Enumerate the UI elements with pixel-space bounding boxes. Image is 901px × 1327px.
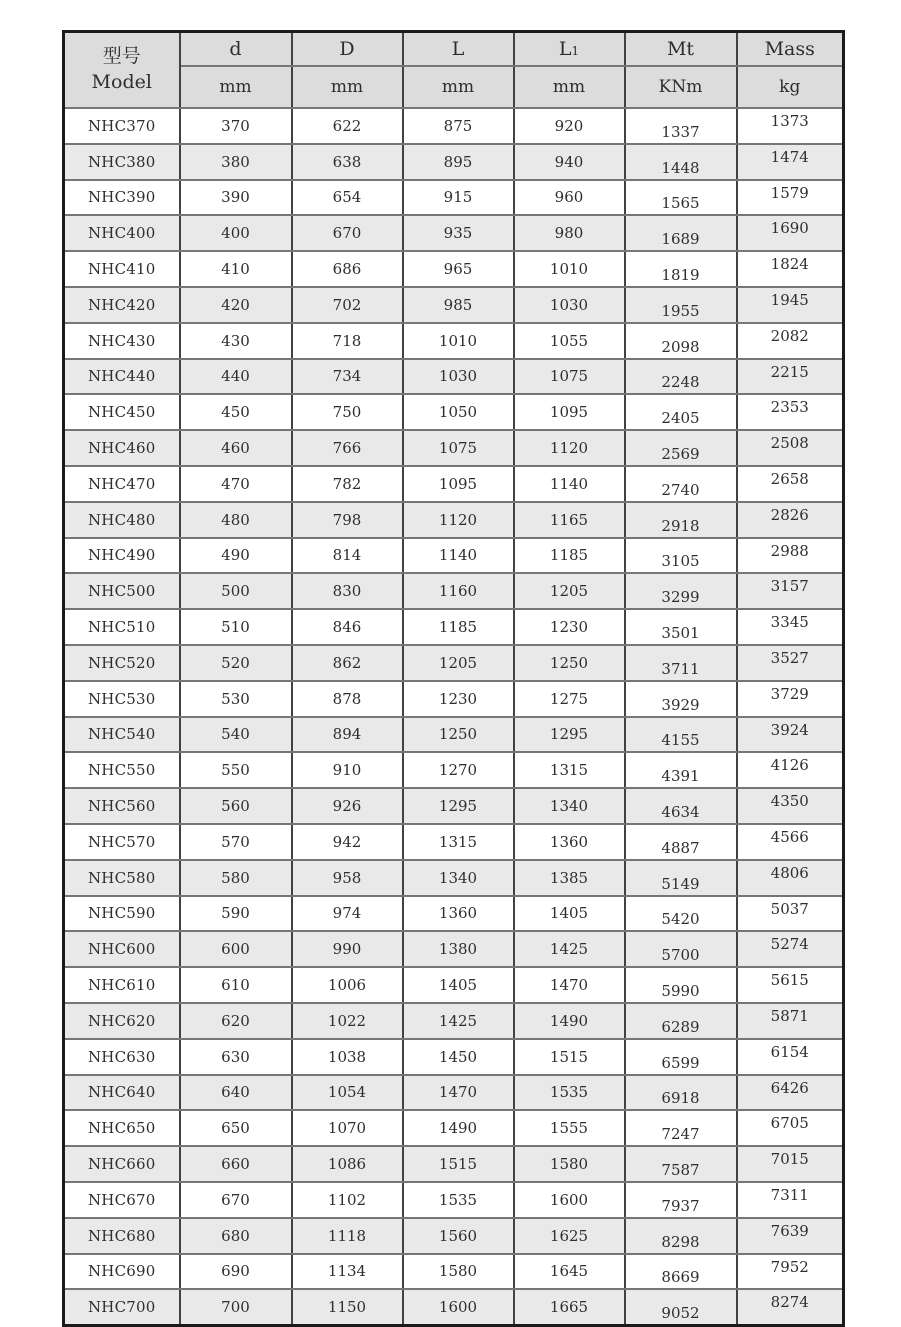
L-cell: 1490: [403, 1110, 514, 1146]
L1-cell: 1555: [514, 1110, 625, 1146]
model-cell: NHC650: [64, 1110, 180, 1146]
column-header-0: d: [180, 32, 292, 67]
model-cell: NHC460: [64, 430, 180, 466]
L1-cell: 1600: [514, 1182, 625, 1218]
mt-cell: 2918: [625, 502, 737, 538]
D-cell: 1022: [292, 1003, 403, 1039]
table-row: [64, 1146, 844, 1182]
d-cell: 510: [180, 609, 292, 645]
column-header-3: L1: [514, 32, 625, 67]
mass-cell: 3527: [737, 645, 844, 681]
table-row: [64, 1110, 844, 1146]
L-cell: 915: [403, 180, 514, 216]
d-cell: 580: [180, 860, 292, 896]
d-cell: 400: [180, 215, 292, 251]
mt-cell: 6918: [625, 1075, 737, 1111]
mass-cell: 2082: [737, 323, 844, 359]
model-cell: NHC540: [64, 717, 180, 753]
L-cell: 875: [403, 108, 514, 144]
mass-cell: 1690: [737, 215, 844, 251]
L-cell: 965: [403, 251, 514, 287]
L1-cell: 1625: [514, 1218, 625, 1254]
D-cell: 942: [292, 824, 403, 860]
d-cell: 420: [180, 287, 292, 323]
d-cell: 610: [180, 967, 292, 1003]
L1-cell: 1230: [514, 609, 625, 645]
mt-cell: 1819: [625, 251, 737, 287]
d-cell: 560: [180, 788, 292, 824]
column-header-5: Mass: [737, 32, 844, 67]
d-cell: 550: [180, 752, 292, 788]
D-cell: 750: [292, 394, 403, 430]
L1-cell: 1360: [514, 824, 625, 860]
d-cell: 690: [180, 1254, 292, 1290]
d-cell: 430: [180, 323, 292, 359]
L-cell: 1470: [403, 1075, 514, 1111]
D-cell: 1118: [292, 1218, 403, 1254]
D-cell: 1102: [292, 1182, 403, 1218]
D-cell: 846: [292, 609, 403, 645]
table-row: [64, 1218, 844, 1254]
L-cell: 1075: [403, 430, 514, 466]
L-cell: 1535: [403, 1182, 514, 1218]
L-cell: 1425: [403, 1003, 514, 1039]
mt-cell: 5420: [625, 896, 737, 932]
d-cell: 450: [180, 394, 292, 430]
D-cell: 670: [292, 215, 403, 251]
table-row: [64, 359, 844, 395]
d-cell: 500: [180, 573, 292, 609]
mt-cell: 4391: [625, 752, 737, 788]
D-cell: 1038: [292, 1039, 403, 1075]
L-cell: 1160: [403, 573, 514, 609]
table-row: [64, 752, 844, 788]
mt-cell: 4634: [625, 788, 737, 824]
mass-cell: 5274: [737, 931, 844, 967]
table-row: [64, 788, 844, 824]
L-cell: 1230: [403, 681, 514, 717]
model-cell: NHC440: [64, 359, 180, 395]
mass-cell: 8274: [737, 1289, 844, 1325]
L1-cell: 980: [514, 215, 625, 251]
model-cell: NHC620: [64, 1003, 180, 1039]
D-cell: 1134: [292, 1254, 403, 1290]
D-cell: 926: [292, 788, 403, 824]
table-row: [64, 144, 844, 180]
d-cell: 620: [180, 1003, 292, 1039]
d-cell: 490: [180, 538, 292, 574]
L1-cell: 1250: [514, 645, 625, 681]
mt-cell: 2405: [625, 394, 737, 430]
L1-cell: 1665: [514, 1289, 625, 1325]
D-cell: 766: [292, 430, 403, 466]
model-cell: NHC510: [64, 609, 180, 645]
L-cell: 935: [403, 215, 514, 251]
table-row: [64, 538, 844, 574]
mass-cell: 6154: [737, 1039, 844, 1075]
model-cell: NHC560: [64, 788, 180, 824]
table-row: [64, 1254, 844, 1290]
L1-cell: 1275: [514, 681, 625, 717]
spec-table: [62, 30, 845, 1327]
model-cell: NHC490: [64, 538, 180, 574]
d-cell: 380: [180, 144, 292, 180]
mass-cell: 5871: [737, 1003, 844, 1039]
mt-cell: 9052: [625, 1289, 737, 1325]
L1-cell: 1295: [514, 717, 625, 753]
L1-cell: 1120: [514, 430, 625, 466]
D-cell: 734: [292, 359, 403, 395]
L1-cell: 1470: [514, 967, 625, 1003]
mass-cell: 2988: [737, 538, 844, 574]
mass-cell: 4126: [737, 752, 844, 788]
mass-cell: 3924: [737, 717, 844, 753]
d-cell: 590: [180, 896, 292, 932]
model-cell: NHC630: [64, 1039, 180, 1075]
table-row: [64, 108, 844, 144]
d-cell: 640: [180, 1075, 292, 1111]
model-cell: NHC660: [64, 1146, 180, 1182]
D-cell: 990: [292, 931, 403, 967]
L-cell: 1095: [403, 466, 514, 502]
mass-cell: 2215: [737, 359, 844, 395]
L1-cell: 1055: [514, 323, 625, 359]
model-cell: NHC410: [64, 251, 180, 287]
mt-cell: 7587: [625, 1146, 737, 1182]
d-cell: 410: [180, 251, 292, 287]
table-row: [64, 717, 844, 753]
L1-cell: 1165: [514, 502, 625, 538]
L1-cell: 1095: [514, 394, 625, 430]
d-cell: 470: [180, 466, 292, 502]
D-cell: 1006: [292, 967, 403, 1003]
d-cell: 480: [180, 502, 292, 538]
D-cell: 782: [292, 466, 403, 502]
L1-cell: 1140: [514, 466, 625, 502]
D-cell: 830: [292, 573, 403, 609]
mt-cell: 2248: [625, 359, 737, 395]
D-cell: 654: [292, 180, 403, 216]
table-row: [64, 1182, 844, 1218]
mt-cell: 7937: [625, 1182, 737, 1218]
model-cell: NHC610: [64, 967, 180, 1003]
L-cell: 1010: [403, 323, 514, 359]
D-cell: 638: [292, 144, 403, 180]
column-unit-4: KNm: [625, 66, 737, 108]
L1-cell: 1185: [514, 538, 625, 574]
D-cell: 814: [292, 538, 403, 574]
model-cell: NHC530: [64, 681, 180, 717]
column-unit-5: kg: [737, 66, 844, 108]
L-cell: 1295: [403, 788, 514, 824]
d-cell: 650: [180, 1110, 292, 1146]
d-cell: 680: [180, 1218, 292, 1254]
table-row: [64, 681, 844, 717]
L-cell: 1050: [403, 394, 514, 430]
L1-cell: 1645: [514, 1254, 625, 1290]
column-unit-1: mm: [292, 66, 403, 108]
column-header-2: L: [403, 32, 514, 67]
mt-cell: 3929: [625, 681, 737, 717]
d-cell: 700: [180, 1289, 292, 1325]
mt-cell: 3501: [625, 609, 737, 645]
L-cell: 1185: [403, 609, 514, 645]
column-unit-0: mm: [180, 66, 292, 108]
L1-cell: 1405: [514, 896, 625, 932]
D-cell: 1150: [292, 1289, 403, 1325]
mt-cell: 1565: [625, 180, 737, 216]
table-row: [64, 824, 844, 860]
D-cell: 958: [292, 860, 403, 896]
mt-cell: 1955: [625, 287, 737, 323]
mass-cell: 4806: [737, 860, 844, 896]
table-row: [64, 466, 844, 502]
model-cell: NHC550: [64, 752, 180, 788]
L-cell: 1405: [403, 967, 514, 1003]
mass-cell: 3157: [737, 573, 844, 609]
table-row: [64, 967, 844, 1003]
d-cell: 370: [180, 108, 292, 144]
L-cell: 1030: [403, 359, 514, 395]
model-cell: NHC400: [64, 215, 180, 251]
d-cell: 600: [180, 931, 292, 967]
table-row: [64, 645, 844, 681]
mt-cell: 1689: [625, 215, 737, 251]
L-cell: 1140: [403, 538, 514, 574]
model-cell: NHC690: [64, 1254, 180, 1290]
L-cell: 1250: [403, 717, 514, 753]
mt-cell: 2098: [625, 323, 737, 359]
table-row: [64, 609, 844, 645]
d-cell: 660: [180, 1146, 292, 1182]
L-cell: 1600: [403, 1289, 514, 1325]
D-cell: 1086: [292, 1146, 403, 1182]
model-cell: NHC570: [64, 824, 180, 860]
table-row: [64, 430, 844, 466]
L-cell: 1315: [403, 824, 514, 860]
L1-cell: 920: [514, 108, 625, 144]
L-cell: 1360: [403, 896, 514, 932]
L-cell: 1270: [403, 752, 514, 788]
model-cell: NHC500: [64, 573, 180, 609]
D-cell: 910: [292, 752, 403, 788]
d-cell: 540: [180, 717, 292, 753]
table-row: [64, 1075, 844, 1111]
d-cell: 630: [180, 1039, 292, 1075]
d-cell: 530: [180, 681, 292, 717]
mass-cell: 1945: [737, 287, 844, 323]
L-cell: 1580: [403, 1254, 514, 1290]
mass-cell: 6426: [737, 1075, 844, 1111]
table-row: [64, 931, 844, 967]
mass-cell: 1579: [737, 180, 844, 216]
mt-cell: 2740: [625, 466, 737, 502]
mass-cell: 4566: [737, 824, 844, 860]
mass-cell: 2826: [737, 502, 844, 538]
L1-cell: 1315: [514, 752, 625, 788]
mass-cell: 4350: [737, 788, 844, 824]
L1-cell: 1580: [514, 1146, 625, 1182]
d-cell: 460: [180, 430, 292, 466]
column-header-1: D: [292, 32, 403, 67]
D-cell: 894: [292, 717, 403, 753]
mass-cell: 7015: [737, 1146, 844, 1182]
mass-cell: 1373: [737, 108, 844, 144]
model-label-en: Model: [91, 71, 152, 93]
model-column-header: [64, 32, 180, 109]
L1-cell: 1010: [514, 251, 625, 287]
mass-cell: 1824: [737, 251, 844, 287]
L1-cell: 1515: [514, 1039, 625, 1075]
model-cell: NHC600: [64, 931, 180, 967]
model-cell: NHC480: [64, 502, 180, 538]
table-row: [64, 215, 844, 251]
L-cell: 1340: [403, 860, 514, 896]
d-cell: 570: [180, 824, 292, 860]
D-cell: 862: [292, 645, 403, 681]
model-cell: NHC370: [64, 108, 180, 144]
D-cell: 702: [292, 287, 403, 323]
mass-cell: 7639: [737, 1218, 844, 1254]
table-row: [64, 1289, 844, 1325]
mass-cell: 3729: [737, 681, 844, 717]
spec-table-container: [62, 30, 845, 1327]
table-row: [64, 251, 844, 287]
model-cell: NHC700: [64, 1289, 180, 1325]
mass-cell: 5037: [737, 896, 844, 932]
L1-cell: 1340: [514, 788, 625, 824]
L1-cell: 1490: [514, 1003, 625, 1039]
D-cell: 798: [292, 502, 403, 538]
mt-cell: 3711: [625, 645, 737, 681]
model-cell: NHC520: [64, 645, 180, 681]
mass-cell: 2353: [737, 394, 844, 430]
table-row: [64, 1003, 844, 1039]
model-cell: NHC430: [64, 323, 180, 359]
D-cell: 1054: [292, 1075, 403, 1111]
model-cell: NHC390: [64, 180, 180, 216]
table-body: [64, 108, 844, 1326]
L-cell: 1560: [403, 1218, 514, 1254]
d-cell: 390: [180, 180, 292, 216]
L1-cell: 940: [514, 144, 625, 180]
table-row: [64, 394, 844, 430]
D-cell: 622: [292, 108, 403, 144]
model-cell: NHC450: [64, 394, 180, 430]
table-row: [64, 1039, 844, 1075]
header-unit-row: [64, 66, 844, 108]
table-row: [64, 860, 844, 896]
D-cell: 878: [292, 681, 403, 717]
d-cell: 520: [180, 645, 292, 681]
D-cell: 718: [292, 323, 403, 359]
D-cell: 974: [292, 896, 403, 932]
table-row: [64, 323, 844, 359]
header-name-row: [64, 32, 844, 67]
mt-cell: 5700: [625, 931, 737, 967]
D-cell: 1070: [292, 1110, 403, 1146]
table-row: [64, 502, 844, 538]
mt-cell: 3299: [625, 573, 737, 609]
L1-cell: 1385: [514, 860, 625, 896]
mt-cell: 8298: [625, 1218, 737, 1254]
mt-cell: 4155: [625, 717, 737, 753]
mt-cell: 7247: [625, 1110, 737, 1146]
model-cell: NHC580: [64, 860, 180, 896]
mass-cell: 7952: [737, 1254, 844, 1290]
mass-cell: 2508: [737, 430, 844, 466]
D-cell: 686: [292, 251, 403, 287]
mass-cell: 7311: [737, 1182, 844, 1218]
column-unit-2: mm: [403, 66, 514, 108]
mass-cell: 5615: [737, 967, 844, 1003]
model-label-cn: 型号: [102, 45, 141, 68]
column-header-4: Mt: [625, 32, 737, 67]
model-cell: NHC670: [64, 1182, 180, 1218]
table-row: [64, 287, 844, 323]
L-cell: 1120: [403, 502, 514, 538]
L1-cell: 1535: [514, 1075, 625, 1111]
L1-cell: 960: [514, 180, 625, 216]
L1-cell: 1425: [514, 931, 625, 967]
model-cell: NHC590: [64, 896, 180, 932]
table-row: [64, 573, 844, 609]
mt-cell: 6289: [625, 1003, 737, 1039]
mt-cell: 1337: [625, 108, 737, 144]
mt-cell: 2569: [625, 430, 737, 466]
mt-cell: 1448: [625, 144, 737, 180]
mt-cell: 3105: [625, 538, 737, 574]
d-cell: 440: [180, 359, 292, 395]
L-cell: 1515: [403, 1146, 514, 1182]
model-cell: NHC380: [64, 144, 180, 180]
mass-cell: 3345: [737, 609, 844, 645]
table-row: [64, 180, 844, 216]
L1-cell: 1030: [514, 287, 625, 323]
mt-cell: 5149: [625, 860, 737, 896]
d-cell: 670: [180, 1182, 292, 1218]
L-cell: 895: [403, 144, 514, 180]
mt-cell: 5990: [625, 967, 737, 1003]
mass-cell: 1474: [737, 144, 844, 180]
mt-cell: 6599: [625, 1039, 737, 1075]
L-cell: 1450: [403, 1039, 514, 1075]
mass-cell: 2658: [737, 466, 844, 502]
column-unit-3: mm: [514, 66, 625, 108]
L1-cell: 1205: [514, 573, 625, 609]
L-cell: 1380: [403, 931, 514, 967]
mt-cell: 8669: [625, 1254, 737, 1290]
model-cell: NHC680: [64, 1218, 180, 1254]
model-cell: NHC470: [64, 466, 180, 502]
L1-cell: 1075: [514, 359, 625, 395]
L-cell: 985: [403, 287, 514, 323]
table-header: [64, 32, 844, 109]
L-cell: 1205: [403, 645, 514, 681]
table-row: [64, 896, 844, 932]
model-cell: NHC420: [64, 287, 180, 323]
model-cell: NHC640: [64, 1075, 180, 1111]
mt-cell: 4887: [625, 824, 737, 860]
mass-cell: 6705: [737, 1110, 844, 1146]
